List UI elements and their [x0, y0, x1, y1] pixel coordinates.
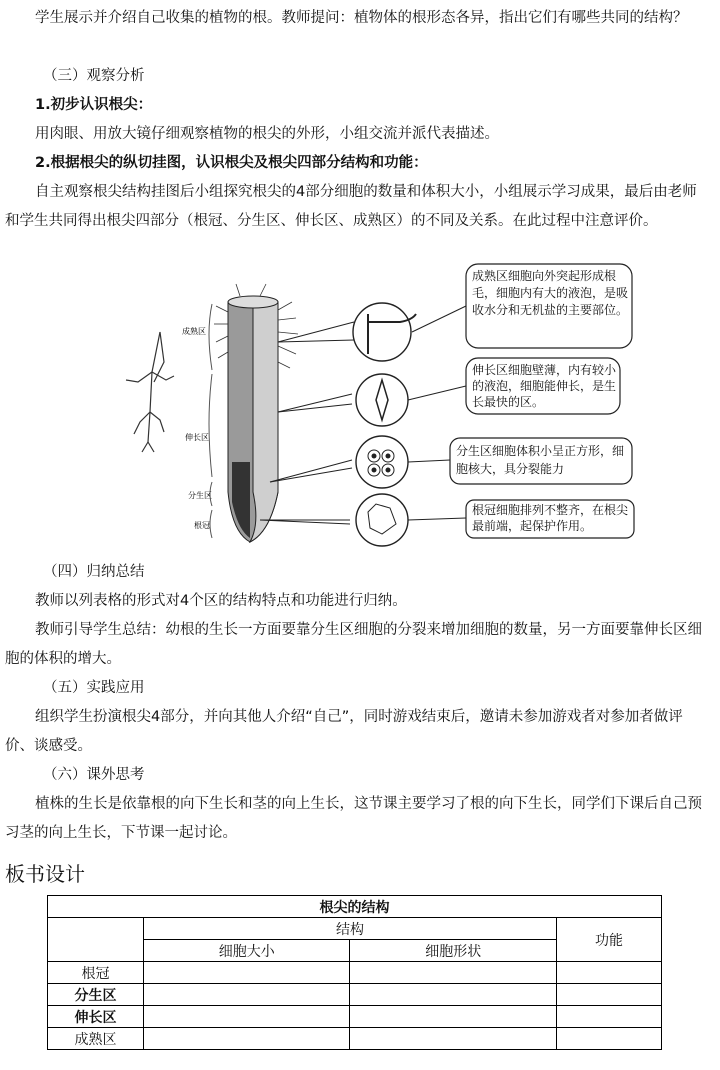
- row-label-mature: 成熟区: [48, 1028, 144, 1050]
- intro-paragraph: 学生展示并介绍自己收集的植物的根。教师提问：植物体的根形态各异，指出它们有哪些共同的结构？: [35, 10, 688, 26]
- step-2-heading: 2.根据根尖的纵切挂图，认识根尖及根尖四部分结构和功能：: [35, 155, 428, 171]
- section-6-heading: （六）课外思考: [43, 767, 145, 783]
- section-3-heading: （三）观察分析: [43, 68, 145, 84]
- root-tip-diagram: [120, 262, 640, 562]
- table-title: 根尖的结构: [48, 896, 662, 918]
- magnifier-mature: [353, 303, 411, 361]
- section-4-heading: （四）归纳总结: [43, 564, 145, 580]
- zone-label-meristem: 分生区: [188, 491, 212, 500]
- table-row: [48, 984, 662, 1006]
- table-structure-header: 结构: [144, 918, 557, 940]
- row-label-rootcap: 根冠: [48, 962, 144, 984]
- board-design-heading: 板书设计: [5, 862, 85, 886]
- section-6-text: 植株的生长是依靠根的向下生长和茎的向上生长，这节课主要学习了根的向下生长，同学们下课后自己预习茎的向上生长，下节课一起讨论。: [5, 796, 702, 841]
- root-tip-body: [228, 296, 278, 542]
- row-label-elongation: 伸长区: [48, 1006, 144, 1028]
- callout-meristem: 分生区细胞体积小呈正方形，细胞核大，具分裂能力: [456, 444, 625, 476]
- step-1-heading: 1.初步认识根尖：: [35, 97, 153, 113]
- section-4-text: 教师以列表格的形式对4个区的结构特点和功能进行归纳。: [35, 593, 407, 609]
- callout-mature: 成熟区细胞向外突起形成根毛，细胞内有大的液泡，是吸收水分和无机盐的主要部位。: [472, 269, 628, 317]
- callout-rootcap: 根冠细胞排列不整齐，在根尖最前端，起保护作用。: [472, 503, 629, 533]
- table-row: [48, 1006, 662, 1028]
- section-5-text: 组织学生扮演根尖4部分，并向其他人介绍“自己”，同时游戏结束后，邀请未参加游戏者对参加者做评价、谈感受。: [5, 709, 683, 754]
- zone-label-elongation: 伸长区: [185, 433, 209, 442]
- callout-elongation: 伸长区细胞壁薄，内有较小的液泡，细胞能伸长，是生长最快的区。: [472, 363, 616, 409]
- zone-label-mature: 成熟区: [182, 327, 206, 336]
- table-row: [48, 962, 662, 984]
- table-function-header: 功能: [556, 918, 661, 962]
- root-tip-structure-table: [47, 895, 662, 1050]
- section-5-heading: （五）实践应用: [43, 680, 145, 696]
- step-1-text: 用肉眼、用放大镜仔细观察植物的根尖的外形，小组交流并派代表描述。: [35, 126, 499, 142]
- row-label-meristem: 分生区: [48, 984, 144, 1006]
- plant-sketch: [126, 332, 174, 452]
- step-2-text: 自主观察根尖结构挂图后小组探究根尖的4部分细胞的数量和体积大小，小组展示学习成果，最后由老师和学生共同得出根尖四部分（根冠、分生区、伸长区、成熟区）的不同及关系。在此过程中注意评价。: [5, 184, 697, 229]
- magnifier-meristem: [356, 436, 408, 488]
- magnifier-rootcap: [356, 494, 408, 546]
- table-col-cell-size: 细胞大小: [144, 940, 350, 962]
- summary-paragraph: 教师引导学生总结：幼根的生长一方面要靠分生区细胞的分裂来增加细胞的数量，另一方面要靠伸长区细胞的体积的增大。: [5, 622, 702, 667]
- table-col-cell-shape: 细胞形状: [350, 940, 556, 962]
- table-row: [48, 1028, 662, 1050]
- table-corner-cell: [48, 918, 144, 962]
- zone-label-rootcap: 根冠: [194, 521, 210, 530]
